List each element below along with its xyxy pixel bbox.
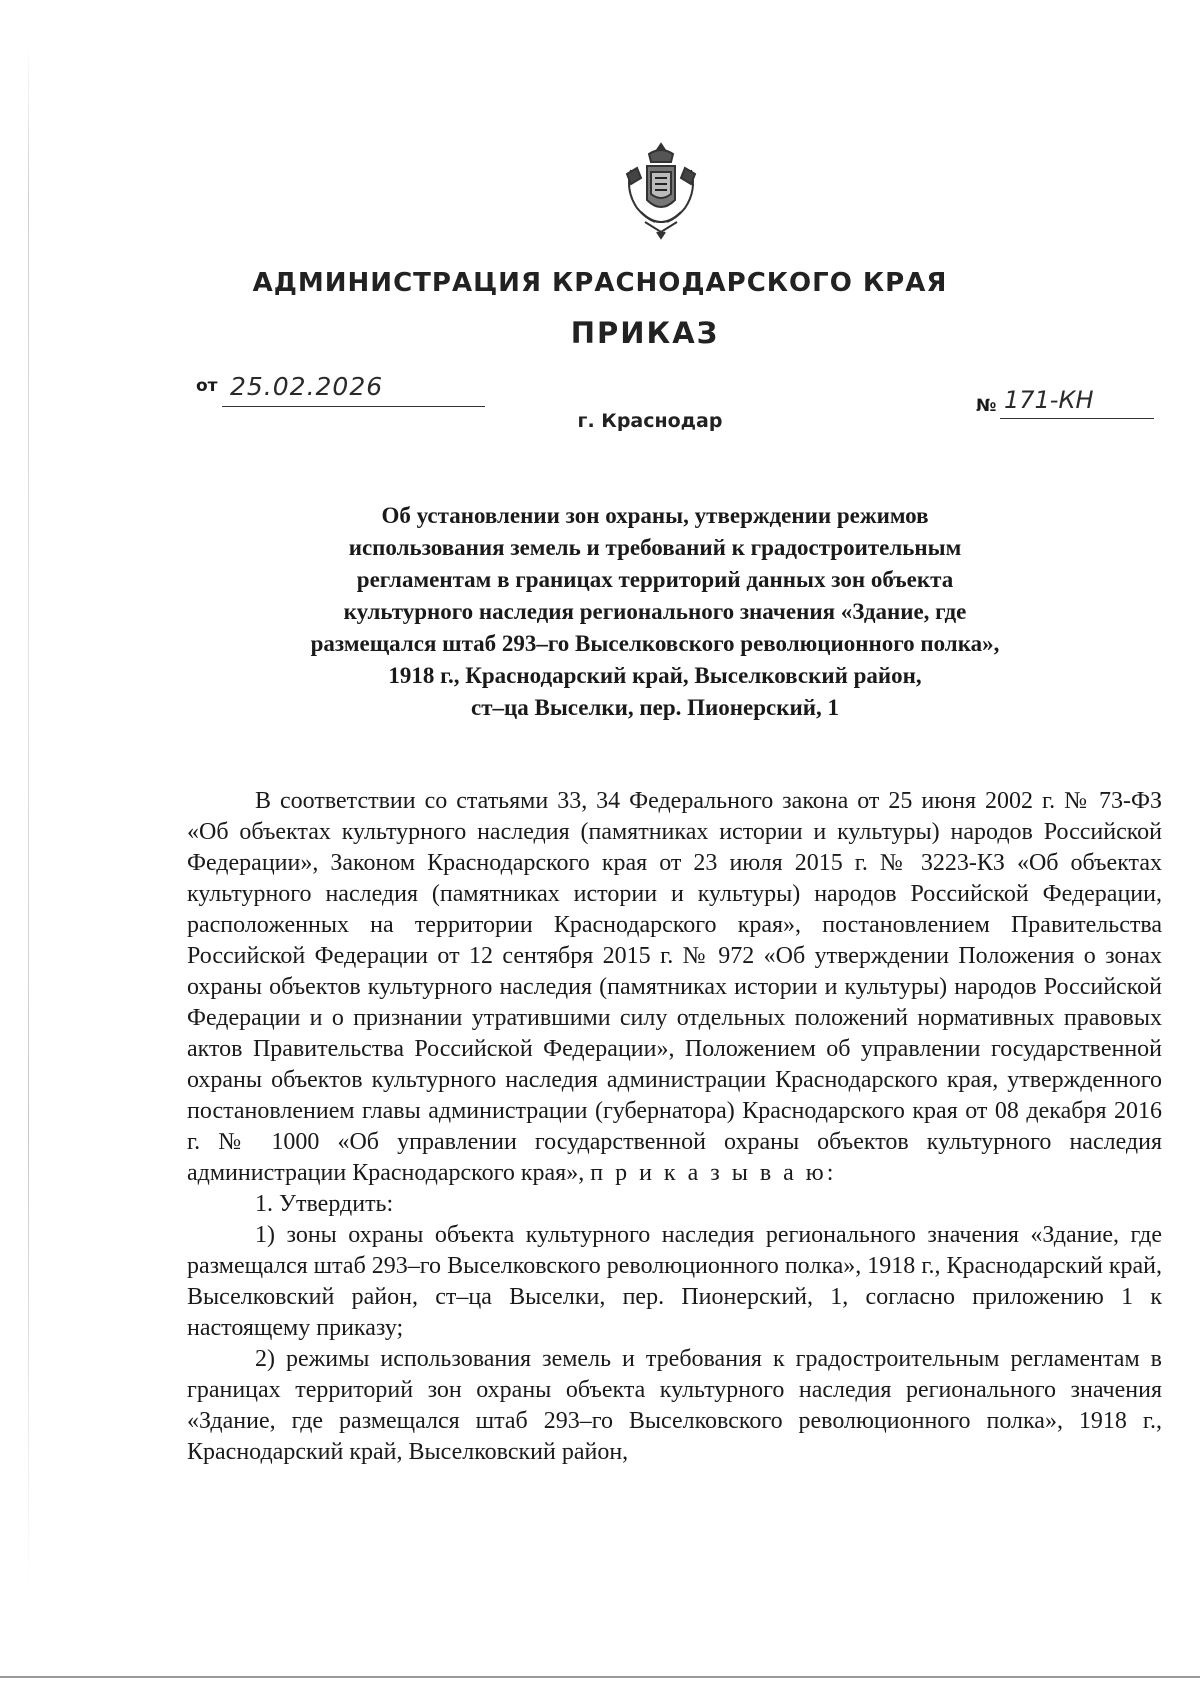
document-date: 25.02.2026 (222, 372, 485, 407)
title-line: Об установлении зон охраны, утверждении режимов (381, 503, 929, 528)
scan-edge-bottom (0, 1676, 1200, 1678)
title-line: использования земель и требований к градостроительным (348, 535, 962, 560)
item-1-2: 2) режимы использования земель и требования к градостроительным регламентам в границах территорий зон охраны объекта культурного наследия регионального значения «Здание, где размещался штаб 293–го Выселковского революционного полка», 1918 г., Краснодарский край, Выселковский район, (187, 1346, 1162, 1465)
document-title (240, 500, 1070, 724)
document-number: 171-КН (1000, 386, 1154, 419)
organization-header: АДМИНИСТРАЦИЯ КРАСНОДАРСКОГО КРАЯ (252, 268, 948, 298)
city: г. Краснодар (577, 410, 723, 432)
item-1-1: 1) зоны охраны объекта культурного наследия регионального значения «Здание, где размещался штаб 293–го Выселковского революционного полка», 1918 г., Краснодарский край, Выселковский район, ст–ца Выселки, пер. Пионерский, 1, согласно приложению 1 к настоящему приказу; (187, 1222, 1162, 1341)
preamble-paragraph (187, 786, 1162, 1189)
number-label: № (976, 396, 997, 416)
title-line: 1918 г., Краснодарский край, Выселковский район, (388, 663, 922, 688)
title-line: размещался штаб 293–го Выселковского революционного полка», (310, 631, 1000, 656)
title-line: ст–ца Выселки, пер. Пионерский, 1 (470, 695, 840, 720)
document-body (187, 786, 1162, 1468)
item-1: 1. Утвердить: (255, 1191, 394, 1217)
coat-of-arms-icon (621, 140, 701, 240)
title-line: культурного наследия регионального значения «Здание, где (343, 599, 967, 624)
date-label: от (196, 376, 218, 396)
order-word: п р и к а з ы в а ю: (590, 1160, 837, 1186)
preamble-text: В соответствии со статьями 33, 34 Федерального закона от 25 июня 2002 г. № 73-ФЗ «Об объектах культурного наследия (памятниках истории и культуры) народов Российской Федерации», Законом Краснодарского края от 23 июля 2015 г. № 3223-КЗ «Об объектах культурного наследия (памятниках истории и культуры) народов Российской Федерации, расположенных на территории Краснодарского края», постановлением Правительства Российской Федерации от 12 сентября 2015 г. № 972 «Об утверждении Положения о зонах охраны объектов культурного наследия (памятниках истории и культуры) народов Российской Федерации и о признании утратившими силу отдельных положений нормативных правовых актов Правительства Российской Федерации», Положением об управлении государственной охраны объектов культурного наследия администрации Краснодарского края, утвержденного постановлением главы администрации (губернатора) Краснодарского края от 08 декабря 2016 г. № 1000 «Об управлении государственной охраны объектов культурного наследия администрации Краснодарского края», (187, 788, 1162, 1186)
document-type: ПРИКАЗ (570, 316, 720, 350)
title-line: регламентам в границах территорий данных зон объекта (356, 567, 954, 592)
